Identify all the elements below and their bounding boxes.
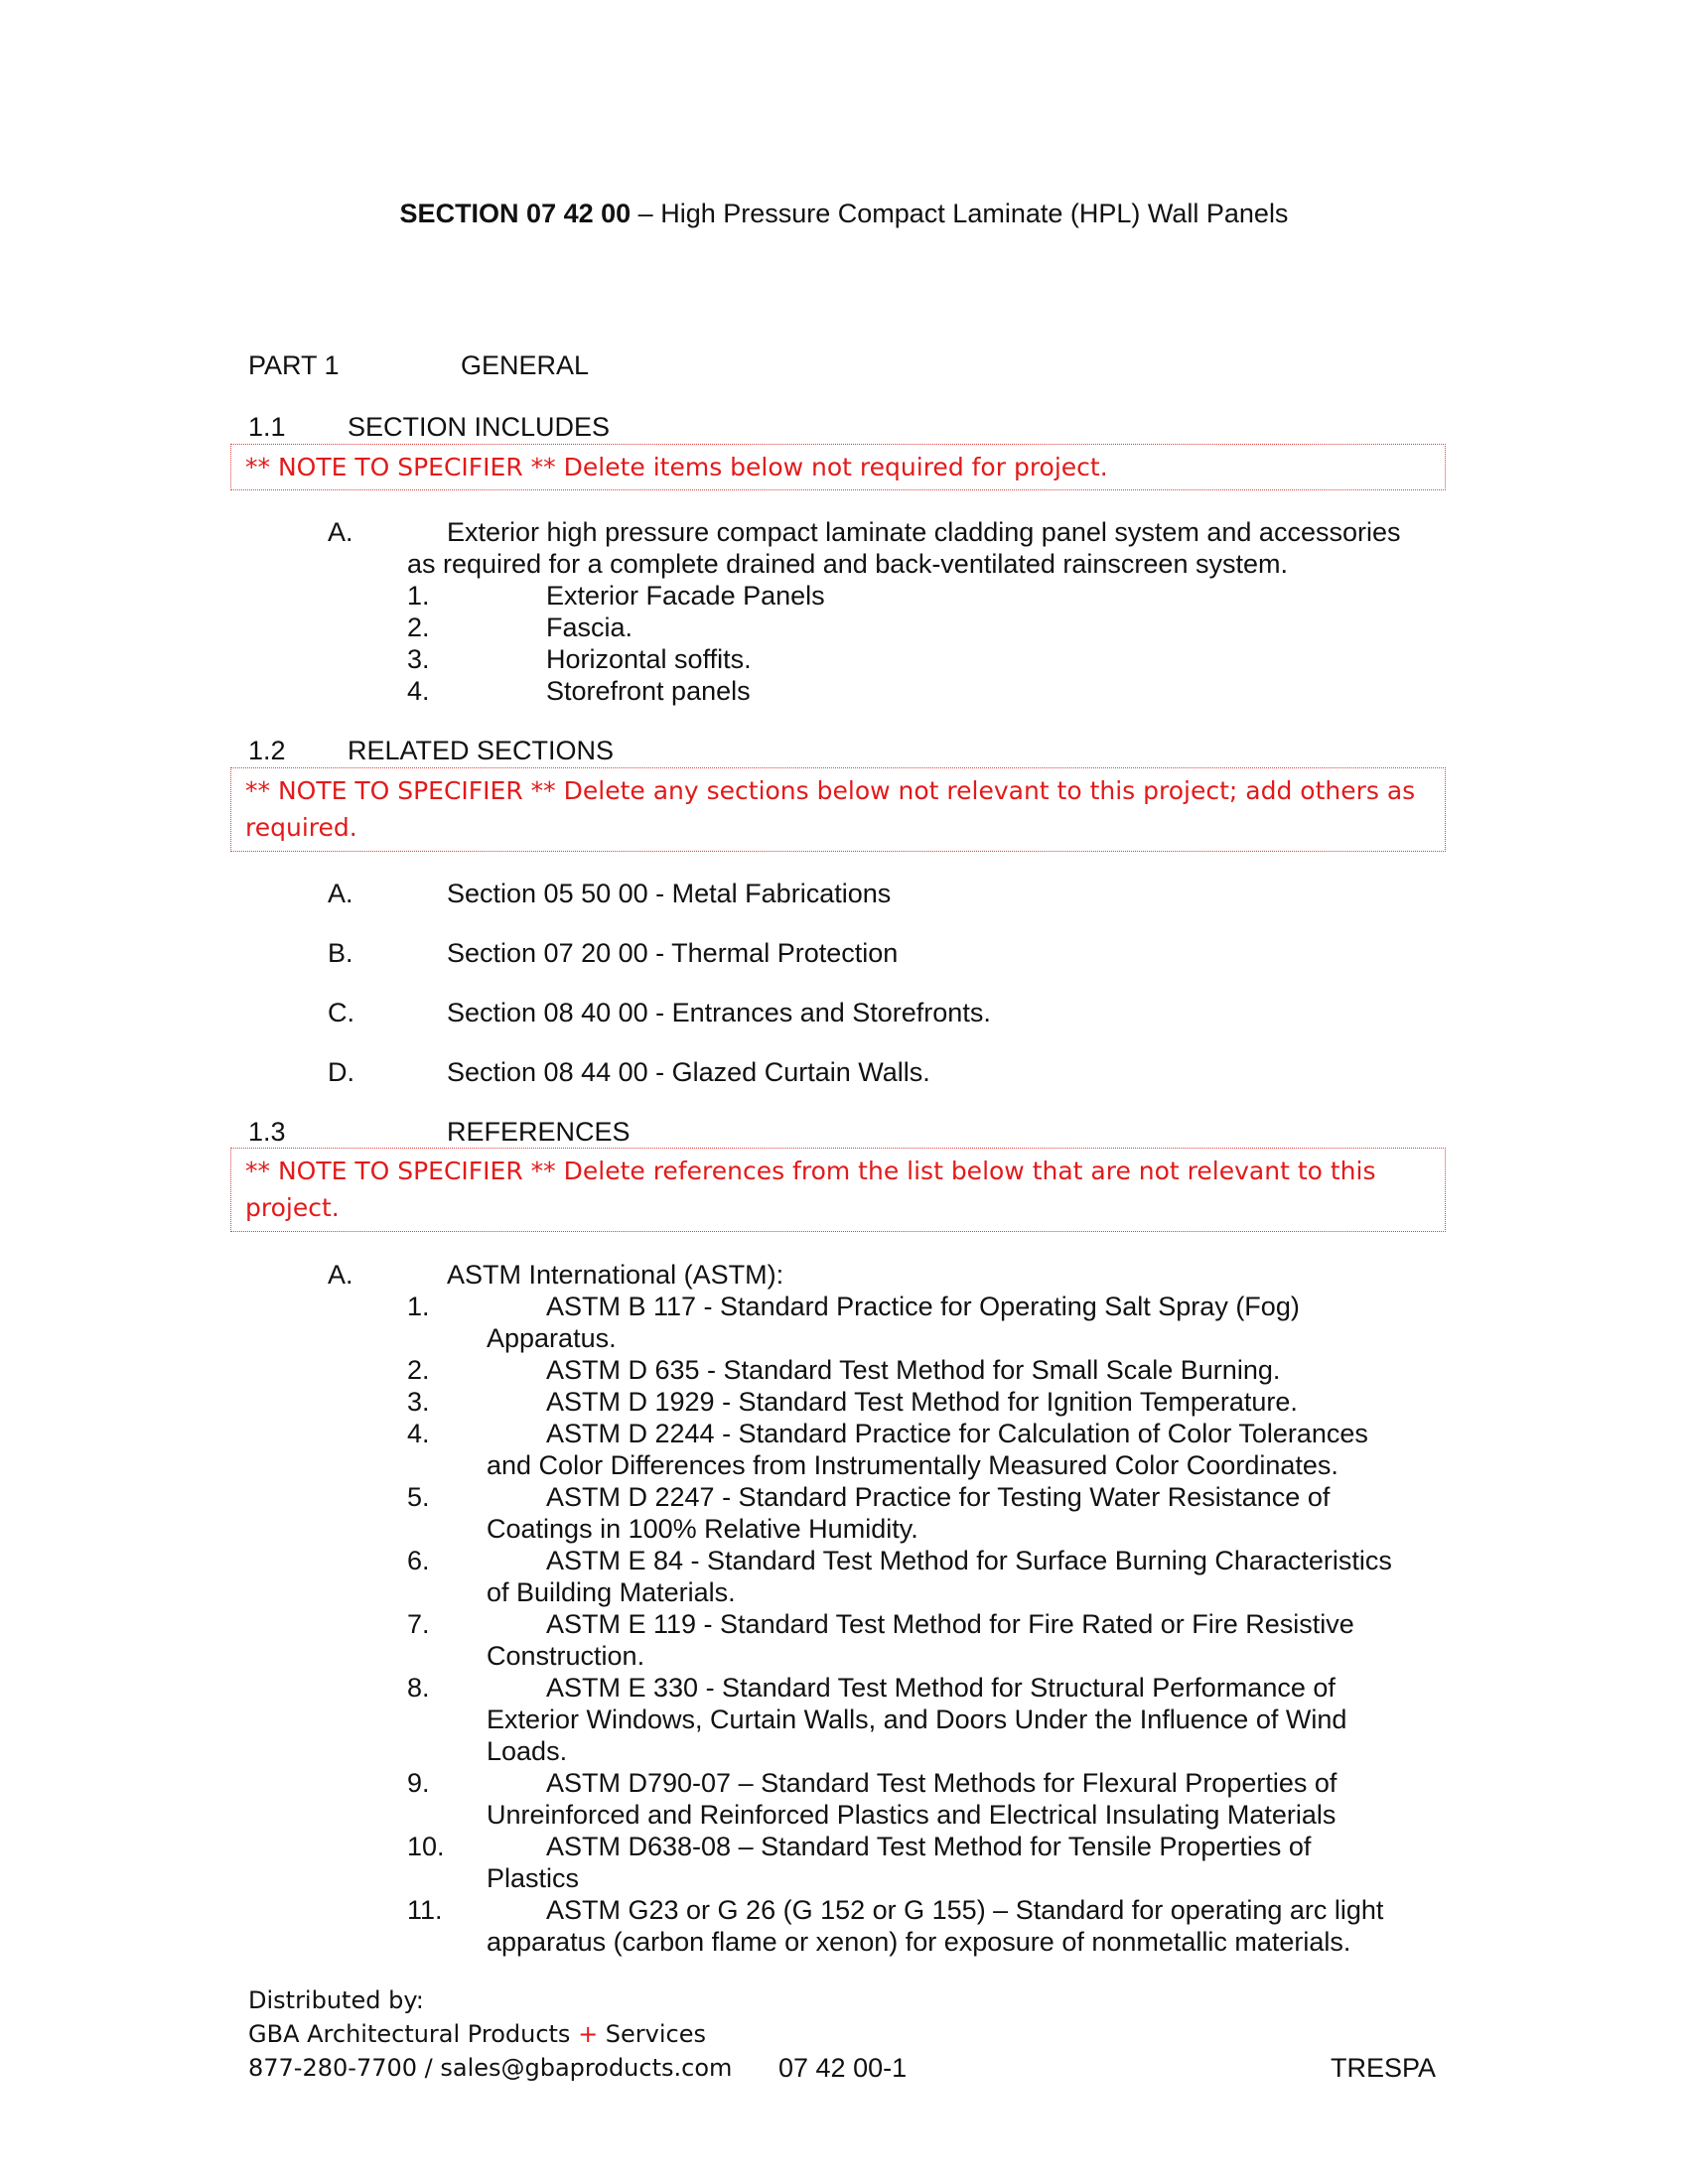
s13-a-text: ASTM International (ASTM): <box>447 1260 784 1290</box>
ref-line: ASTM E 330 - Standard Test Method for Structural Performance of <box>546 1673 1336 1703</box>
ref-num: 5. <box>407 1482 430 1512</box>
s12-item-letter: D. <box>328 1057 354 1087</box>
ref-line: of Building Materials. <box>487 1577 736 1607</box>
footer-company <box>248 2017 706 2051</box>
page-number: 07 42 00-1 <box>778 2053 908 2083</box>
ref-line: ASTM D638-08 – Standard Test Method for Tensile Properties of <box>546 1832 1312 1861</box>
s11-item-text: Storefront panels <box>546 676 751 706</box>
ref-num: 6. <box>407 1546 430 1575</box>
plus-icon: + <box>578 2020 599 2048</box>
ref-num: 9. <box>407 1768 430 1798</box>
ref-line: Apparatus. <box>487 1323 617 1353</box>
s12-item-text: Section 08 44 00 - Glazed Curtain Walls. <box>447 1057 930 1087</box>
ref-line: Unreinforced and Reinforced Plastics and Electrical Insulating Materials <box>487 1800 1336 1830</box>
ref-num: 1. <box>407 1292 430 1321</box>
section-title <box>0 199 1688 229</box>
ref-num: 3. <box>407 1387 430 1417</box>
s11-item-text: Fascia. <box>546 613 633 642</box>
footer-company-name: GBA Architectural Products <box>248 2020 579 2048</box>
s11-number: 1.1 <box>248 412 286 442</box>
ref-line: apparatus (carbon flame or xenon) for exposure of nonmetallic materials. <box>487 1927 1351 1957</box>
section-number: SECTION 07 42 00 <box>399 199 632 228</box>
s12-item-letter: B. <box>328 938 353 968</box>
s12-item-text: Section 08 40 00 - Entrances and Storefronts. <box>447 998 991 1027</box>
s11-item-text: Horizontal soffits. <box>546 644 752 674</box>
ref-line: ASTM D790-07 – Standard Test Methods for Flexural Properties of <box>546 1768 1337 1798</box>
ref-line: ASTM D 635 - Standard Test Method for Small Scale Burning. <box>546 1355 1281 1385</box>
ref-line: Construction. <box>487 1641 645 1671</box>
ref-line: ASTM E 84 - Standard Test Method for Surface Burning Characteristics <box>546 1546 1392 1575</box>
ref-line: ASTM D 1929 - Standard Test Method for Ignition Temperature. <box>546 1387 1298 1417</box>
ref-num: 8. <box>407 1673 430 1703</box>
s11-item-text: Exterior Facade Panels <box>546 581 825 611</box>
footer-contact: 877-280-7700 / sales@gbaproducts.com <box>248 2054 733 2082</box>
s12-item-text: Section 07 20 00 - Thermal Protection <box>447 938 899 968</box>
ref-line: ASTM B 117 - Standard Practice for Operating Salt Spray (Fog) <box>546 1292 1300 1321</box>
s12-number: 1.2 <box>248 736 286 765</box>
footer-company-services: Services <box>598 2020 707 2048</box>
s11-item-num: 2. <box>407 613 430 642</box>
ref-line: ASTM E 119 - Standard Test Method for Fire Rated or Fire Resistive <box>546 1609 1354 1639</box>
ref-num: 7. <box>407 1609 430 1639</box>
s11-item-num: 3. <box>407 644 430 674</box>
ref-line: ASTM G23 or G 26 (G 152 or G 155) – Standard for operating arc light <box>546 1895 1384 1925</box>
s13-a-letter: A. <box>328 1260 353 1290</box>
ref-num: 10. <box>407 1832 445 1861</box>
footer-brand: TRESPA <box>1331 2053 1437 2083</box>
s13-specifier-note: ** NOTE TO SPECIFIER ** Delete references from the list below that are not relevant to this project. <box>230 1148 1446 1232</box>
ref-line: Coatings in 100% Relative Humidity. <box>487 1514 918 1544</box>
ref-num: 11. <box>407 1895 443 1925</box>
ref-num: 4. <box>407 1419 430 1448</box>
part-label: PART 1 <box>248 350 340 380</box>
ref-line: and Color Differences from Instrumentally Measured Color Coordinates. <box>487 1450 1338 1480</box>
ref-line: ASTM D 2244 - Standard Practice for Calculation of Color Tolerances <box>546 1419 1368 1448</box>
section-name: – High Pressure Compact Laminate (HPL) Wall Panels <box>631 199 1289 228</box>
ref-line: Plastics <box>487 1863 580 1893</box>
ref-line: Loads. <box>487 1736 568 1766</box>
footer-distributed-label: Distributed by: <box>248 1986 424 2014</box>
s12-item-letter: C. <box>328 998 354 1027</box>
s11-a-line1: Exterior high pressure compact laminate cladding panel system and accessories <box>447 517 1401 547</box>
s11-item-num: 4. <box>407 676 430 706</box>
ref-line: Exterior Windows, Curtain Walls, and Doors Under the Influence of Wind <box>487 1705 1347 1734</box>
s12-item-text: Section 05 50 00 - Metal Fabrications <box>447 879 892 908</box>
s13-heading: REFERENCES <box>447 1117 631 1147</box>
s11-heading: SECTION INCLUDES <box>348 412 611 442</box>
ref-line: ASTM D 2247 - Standard Practice for Testing Water Resistance of <box>546 1482 1331 1512</box>
s11-a-line2: as required for a complete drained and back-ventilated rainscreen system. <box>407 549 1288 579</box>
s12-item-letter: A. <box>328 879 353 908</box>
part-name: GENERAL <box>461 350 590 380</box>
s11-specifier-note: ** NOTE TO SPECIFIER ** Delete items below not required for project. <box>230 444 1446 490</box>
s11-a-letter: A. <box>328 517 353 547</box>
s12-heading: RELATED SECTIONS <box>348 736 615 765</box>
s11-item-num: 1. <box>407 581 430 611</box>
s13-number: 1.3 <box>248 1117 286 1147</box>
ref-num: 2. <box>407 1355 430 1385</box>
s12-specifier-note: ** NOTE TO SPECIFIER ** Delete any sections below not relevant to this project; add others as required. <box>230 767 1446 852</box>
